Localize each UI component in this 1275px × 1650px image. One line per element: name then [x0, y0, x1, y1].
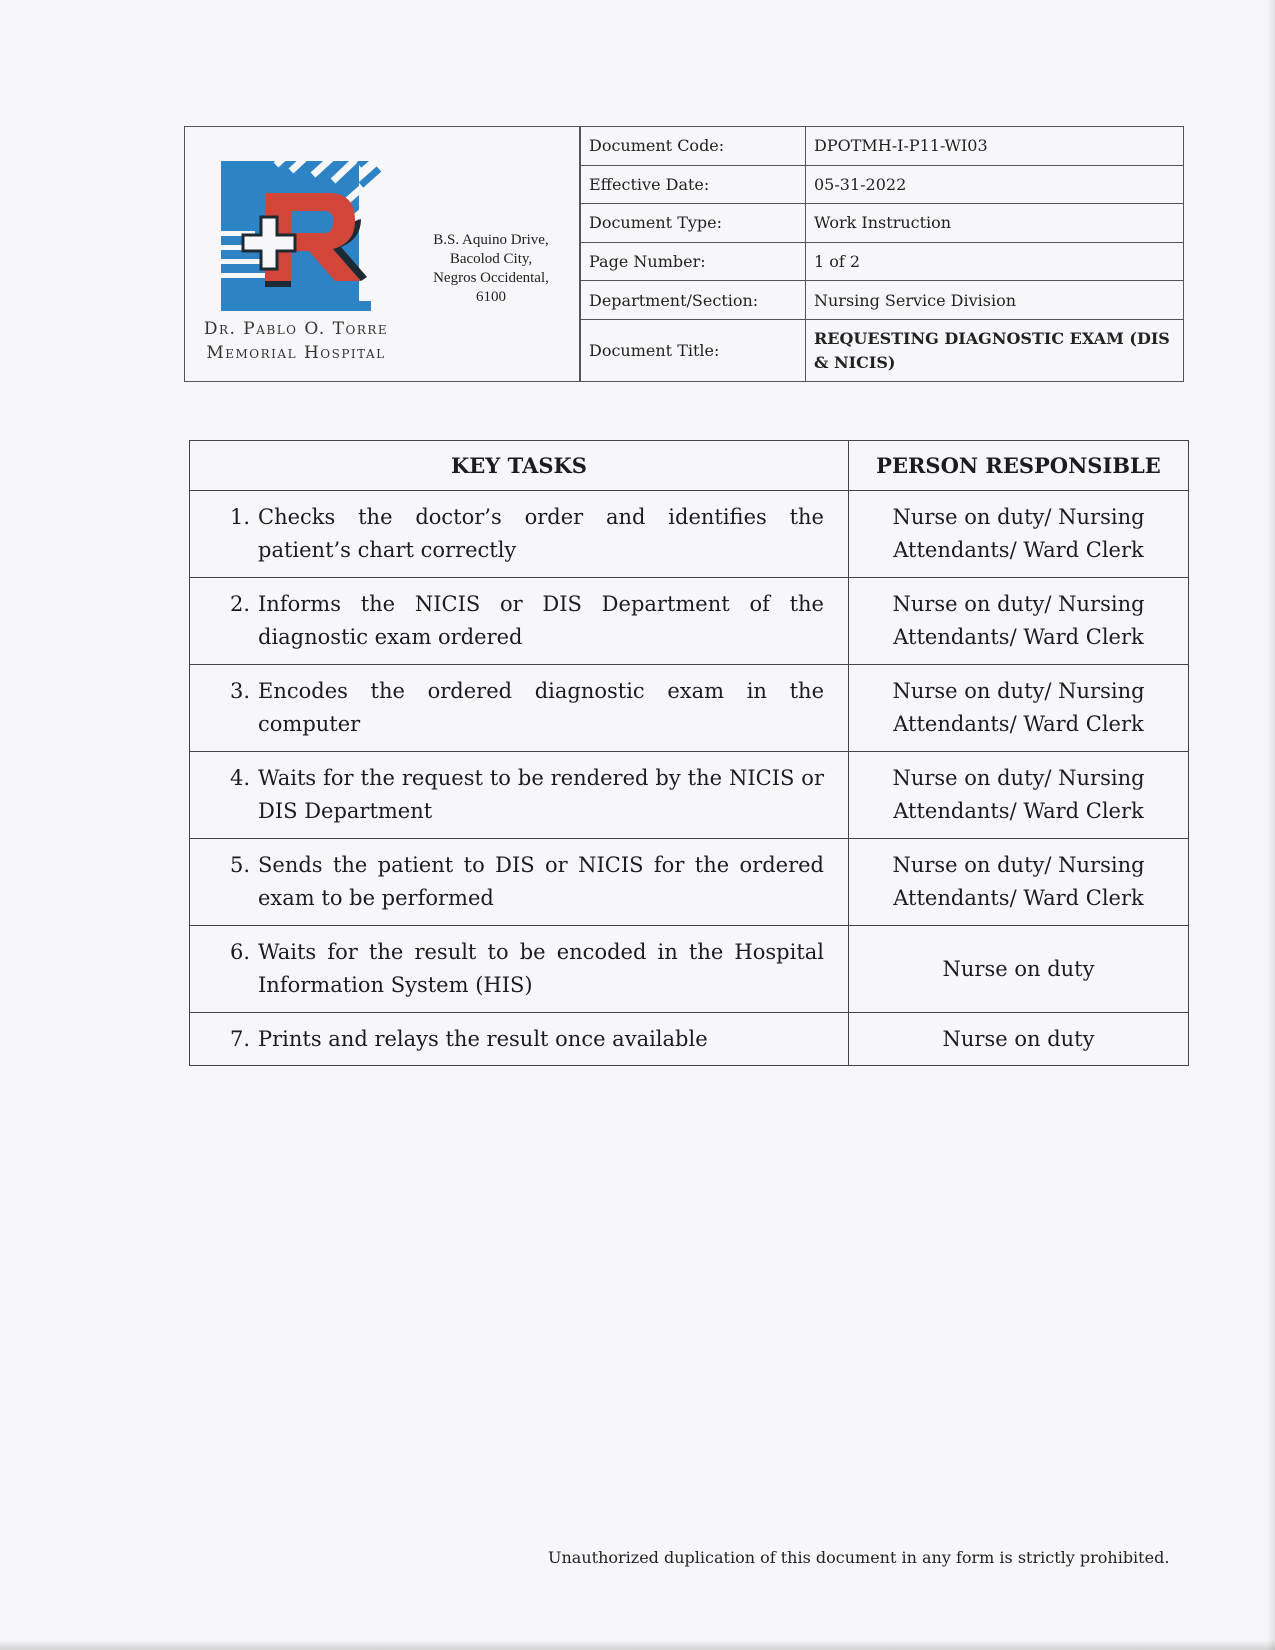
column-header-key-tasks: KEY TASKS	[190, 441, 849, 491]
meta-row-department	[581, 281, 1184, 320]
meta-value: 05-31-2022	[806, 165, 1184, 204]
table-row	[190, 839, 1189, 926]
task-cell	[190, 1013, 849, 1066]
task-text: Waits for the request to be rendered by the NICIS or DIS Department	[258, 766, 824, 823]
duplication-notice: Unauthorized duplication of this document in any form is strictly prohibited.	[548, 1548, 1170, 1567]
meta-row-document-type	[581, 204, 1184, 243]
task-number: 1.	[230, 505, 251, 529]
person-responsible: Nurse on duty/ Nursing Attendants/ Ward Clerk	[849, 752, 1189, 839]
hospital-name	[191, 317, 401, 365]
table-row	[190, 578, 1189, 665]
person-responsible: Nurse on duty	[849, 926, 1189, 1013]
address-line: 6100	[476, 289, 506, 305]
hospital-address	[407, 231, 575, 307]
page-edge-shadow-right	[1267, 0, 1275, 1650]
hospital-name-line1: Dr. Pablo O. Torre	[203, 319, 389, 339]
task-text: Checks the doctor’s order and identifies the patient’s chart correctly	[258, 505, 824, 562]
person-responsible: Nurse on duty/ Nursing Attendants/ Ward Clerk	[849, 665, 1189, 752]
address-line: Negros Occidental,	[433, 270, 549, 286]
page-edge-shadow	[0, 1640, 1275, 1650]
task-number: 2.	[230, 592, 251, 616]
task-cell	[190, 665, 849, 752]
meta-label: Document Code:	[581, 127, 806, 166]
task-cell	[190, 578, 849, 665]
table-header-row	[190, 441, 1189, 491]
key-tasks-table	[189, 440, 1189, 1066]
meta-label: Effective Date:	[581, 165, 806, 204]
document-meta-table	[580, 126, 1184, 382]
task-text: Prints and relays the result once available	[258, 1026, 708, 1051]
task-cell	[190, 491, 849, 578]
table-row	[190, 752, 1189, 839]
person-responsible: Nurse on duty/ Nursing Attendants/ Ward Clerk	[849, 491, 1189, 578]
logo-cell	[184, 126, 580, 382]
meta-row-page-number	[581, 242, 1184, 281]
person-responsible: Nurse on duty/ Nursing Attendants/ Ward Clerk	[849, 839, 1189, 926]
task-text: Waits for the result to be encoded in the Hospital Information System (HIS)	[258, 940, 824, 997]
meta-label: Page Number:	[581, 242, 806, 281]
meta-value: 1 of 2	[806, 242, 1184, 281]
address-line: B.S. Aquino Drive,	[433, 232, 549, 248]
document-title: REQUESTING DIAGNOSTIC EXAM (DIS & NICIS)	[806, 320, 1184, 382]
task-number: 3.	[230, 679, 251, 703]
table-row	[190, 491, 1189, 578]
address-line: Bacolod City,	[449, 251, 533, 267]
table-row	[190, 1013, 1189, 1066]
table-row	[190, 665, 1189, 752]
task-cell	[190, 926, 849, 1013]
table-row	[190, 926, 1189, 1013]
meta-row-document-title	[581, 320, 1184, 382]
task-cell	[190, 752, 849, 839]
meta-value: Work Instruction	[806, 204, 1184, 243]
hospital-logo-icon	[221, 161, 381, 311]
task-number: 6.	[230, 940, 251, 964]
meta-label: Document Type:	[581, 204, 806, 243]
task-number: 7.	[230, 1026, 251, 1051]
task-cell	[190, 839, 849, 926]
task-number: 5.	[230, 853, 251, 877]
meta-label: Document Title:	[581, 320, 806, 382]
person-responsible: Nurse on duty	[849, 1013, 1189, 1066]
task-text: Informs the NICIS or DIS Department of the diagnostic exam ordered	[258, 592, 824, 649]
task-number: 4.	[230, 766, 251, 790]
meta-row-document-code	[581, 127, 1184, 166]
hospital-name-line2: Memorial Hospital	[206, 343, 386, 363]
task-text: Sends the patient to DIS or NICIS for the ordered exam to be performed	[258, 853, 824, 910]
meta-label: Department/Section:	[581, 281, 806, 320]
document-header	[184, 126, 1184, 382]
meta-value: DPOTMH-I-P11-WI03	[806, 127, 1184, 166]
person-responsible: Nurse on duty/ Nursing Attendants/ Ward Clerk	[849, 578, 1189, 665]
meta-value: Nursing Service Division	[806, 281, 1184, 320]
column-header-person-responsible: PERSON RESPONSIBLE	[849, 441, 1189, 491]
meta-row-effective-date	[581, 165, 1184, 204]
task-text: Encodes the ordered diagnostic exam in the computer	[258, 679, 824, 736]
